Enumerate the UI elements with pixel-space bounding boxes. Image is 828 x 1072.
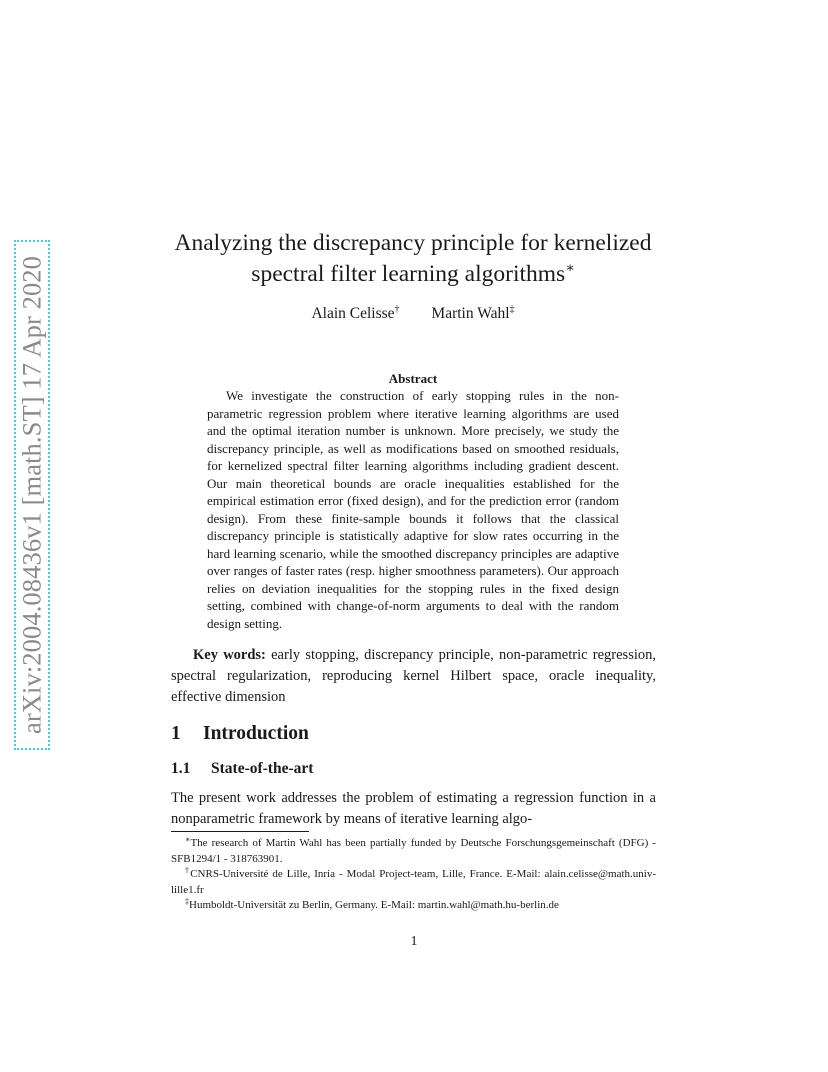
author-footnote-mark: † (394, 304, 400, 315)
author (431, 304, 514, 324)
subsection-number: 1.1 (171, 760, 191, 777)
subsection-title: State-of-the-art (211, 760, 314, 777)
footnote-divider (171, 831, 309, 832)
title-line-2: spectral filter learning algorithms (251, 261, 566, 287)
page-number: 1 (410, 934, 418, 949)
subsection-heading (171, 759, 313, 779)
footnotes (171, 836, 656, 914)
body-paragraph: The present work addresses the problem of estimating a regression function in a nonparametric framework by means of iterative learning algo- (171, 790, 656, 827)
footnote-mark: ∗ (185, 835, 191, 844)
footnote-mark: ‡ (185, 897, 189, 906)
footnote (171, 867, 656, 898)
author-name: Martin Wahl (431, 305, 510, 322)
abstract-text: We investigate the construction of early stopping rules in the non-parametric regression problem where iterative learning algorithms are used and the optimal iteration number is unknown. More precisely, we study the discrepancy principle, as well as modifications based on smoothed residuals, for kernelized spectral filter learning algorithms including gradient descent. Our main theoretical bounds are oracle inequalities established for the empirical estimation error (fixed design), and for the prediction error (random design). From these finite-sample bounds it follows that the classical discrepancy principle is statistically adaptive for slow rates occurring in the hard learning scenario, while the smoothed discrepancy principles are adaptive over ranges of faster rates (resp. higher smoothness parameters). Our approach relies on deviation inequalities for the stopping rules in the fixed design setting, combined with change-of-norm arguments to deal with the random design setting. (207, 388, 619, 631)
keywords-label: Key words: (193, 647, 266, 663)
author-name: Alain Celisse (311, 305, 395, 322)
section-number: 1 (171, 723, 181, 744)
title-line-1: Analyzing the discrepancy principle for kernelized (174, 230, 652, 256)
section-title: Introduction (203, 723, 309, 744)
keywords (171, 645, 656, 708)
footnote (171, 898, 656, 914)
footnote-text: The research of Martin Wahl has been partially funded by Deutsche Forschungsgemeinschaft (DFG) - SFB1294/1 - 318763901. (171, 837, 656, 865)
title-footnote-mark: ∗ (565, 261, 575, 276)
author-footnote-mark: ‡ (509, 304, 515, 315)
footnote-text: CNRS-Université de Lille, Inria - Modal Project-team, Lille, France. E-Mail: alain.celisse@math.univ-lille1.fr (171, 868, 657, 896)
section-heading (171, 722, 309, 746)
footnote (171, 836, 656, 867)
arxiv-stamp (14, 240, 50, 750)
footnote-text: Humboldt-Universität zu Berlin, Germany. E-Mail: martin.wahl@math.hu-berlin.de (189, 899, 559, 911)
author-list (140, 304, 686, 324)
author (311, 304, 399, 324)
keywords-text: early stopping, discrepancy principle, non-parametric regression, spectral regularization, reproducing kernel Hilbert space, oracle inequality, effective dimension (171, 647, 656, 705)
arxiv-identifier: arXiv:2004.08436v1 [math.ST] 17 Apr 2020 (16, 255, 47, 735)
abstract-heading: Abstract (388, 371, 438, 386)
paper-title (140, 228, 686, 290)
footnote-mark: † (185, 866, 191, 875)
